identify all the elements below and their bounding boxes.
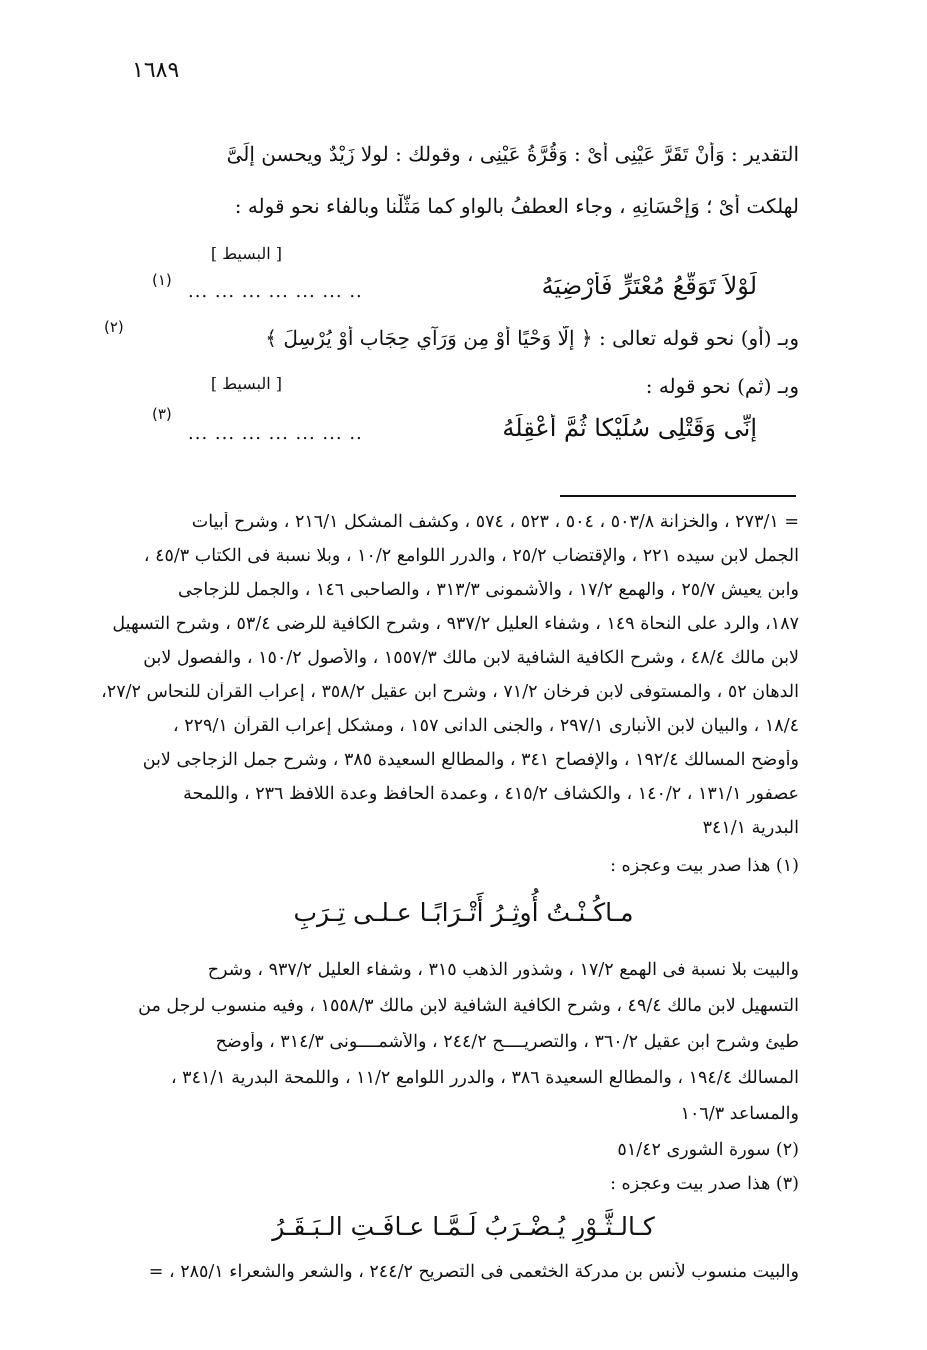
verse-dots: ... ... ... ... ... ... ..	[188, 281, 363, 302]
footnote-mark: (١)	[152, 271, 172, 289]
meter-label: [ البسيط ]	[210, 244, 282, 263]
footnote-line: (١) هذا صدر بيت وعجزه :	[610, 856, 799, 876]
footnote-line: وأوضح المسالك ١٩٢/٤ ، والإفصاح ٣٤١ ، والمطالع السعيدة ٣٨٥ ، وشرح جمل الزجاجى لابن	[142, 750, 799, 770]
footnote-line: ١٨٧، والرد على النحاة ١٤٩ ، وشفاء العليل ٩٣٧/٢ ، وشرح الكافية للرضى ٥٣/٤ ، وشرح التسهيل	[112, 614, 799, 634]
footnote-line: والبيت بلا نسبة فى الهمع ١٧/٢ ، وشذور الذهب ٣١٥ ، وشفاء العليل ٩٣٧/٢ ، وشرح	[207, 960, 799, 980]
footnote-mark: (٢)	[104, 318, 124, 336]
page-number: ١٦٨٩	[132, 58, 180, 83]
footnote-verse: كـالـثَّـوْرِ يُـضْـرَبُ لَـمَّـا عـافَـتِ الـبَـقَـرُ	[272, 1212, 655, 1241]
footnote-line: ١٨/٤ ، والبيان لابن الأنبارى ٢٩٧/١ ، والجنى الدانى ١٥٧ ، ومشكل إعراب القرآن ٢٢٩/١ ،	[173, 716, 799, 736]
footnote-line: البدرية ٣٤١/١	[702, 818, 799, 838]
footnote-line: = ٢٧٣/١ ، والخزانة ٥٠٣/٨ ، ٥٠٤ ، ٥٢٣ ، ٥٧٤ ، وكشف المشكل ٢١٦/١ ، وشرح أبيات	[191, 512, 799, 532]
verse-text: إِنِّى وَقَتْلِى سُلَيْكا ثُمَّ أَعْقِلَهُ	[502, 414, 757, 442]
footnote-line: والمساعد ١٠٦/٣	[680, 1104, 799, 1124]
footnote-separator	[560, 495, 796, 497]
body-line: وبـ (ثم) نحو قوله :	[645, 374, 799, 398]
footnote-line: والبيت منسوب لأنس بن مدركة الخثعمى فى التصريح ٢٤٤/٢ ، والشعر والشعراء ٢٨٥/١ ، =	[148, 1262, 799, 1282]
verse-text: لَوْلاَ تَوَقُّعُ مُعْتَرٍّ فَأُرْضِيَهُ	[541, 272, 757, 300]
body-line: وبـ (أو) نحو قوله تعالى : ﴿ إِلَّا وَحْيًا أَوْ مِن وَرَآيِ حِجَابٍ أَوْ يُرْسِلَ ﴾	[265, 326, 799, 350]
footnote-verse: مـاكُـنْـتُ أُوثِـرُ أَتْـرَابًـا عـلـى تِـرَبِ	[293, 898, 634, 927]
footnote-line: الدهان ٥٢ ، والمستوفى لابن فرخان ٧١/٢ ، وشرح ابن عقيل ٣٥٨/٢ ، إعراب القرآن للنحاس ٢٧/٢،	[101, 682, 799, 702]
footnote-line: الجمل لابن سيده ٢٢١ ، والإقتضاب ٢٥/٢ ، والدرر اللوامع ١٠/٢ ، وبلا نسبة فى الكتاب ٤٥/٣ ،	[143, 546, 799, 566]
footnote-line: (٣) هذا صدر بيت وعجزه :	[610, 1174, 799, 1194]
body-line: التقدير : وَأَنْ تَقَرَّ عَيْنِى أَىْ : وَقُرَّةُ عَيْنِى ، وقولك : لولا زَيْدٌ ويحسن إِلَىَّ	[226, 142, 799, 166]
footnote-line: التسهيل لابن مالك ٤٩/٤ ، وشرح الكافية الشافية لابن مالك ١٥٥٨/٣ ، وفيه منسوب لرجل من	[138, 996, 799, 1016]
body-line: لهلكت أَىْ ؛ وَإِحْسَانِهِ ، وجاء العطفُ بالواو كما مَثَّلْنا وبالفاء نحو قوله :	[234, 194, 799, 218]
footnote-line: لابن مالك ٤٨/٤ ، وشرح الكافية الشافية لابن مالك ١٥٥٧/٣ ، والأصول ١٥٠/٢ ، والفصول لابن	[143, 648, 799, 668]
footnote-line: وابن يعيش ٢٥/٧ ، والهمع ١٧/٢ ، والأشمونى ٣١٣/٣ ، والصاحبى ١٤٦ ، والجمل للزجاجى	[177, 580, 799, 600]
footnote-line: طيئ وشرح ابن عقيل ٣٦٠/٢ ، والتصريــــح ٢٤٤/٢ ، والأشمــــونى ٣١٤/٣ ، وأوضح	[215, 1032, 799, 1052]
footnote-mark: (٣)	[152, 405, 172, 423]
verse-dots: ... ... ... ... ... ... ..	[188, 423, 363, 444]
footnote-line: (٢) سورة الشورى ٥١/٤٢	[617, 1140, 799, 1160]
meter-label: [ البسيط ]	[210, 374, 282, 393]
footnote-line: عصفور ١٣١/١ ، ١٤٠/٢ ، والكشاف ٤١٥/٢ ، وعمدة الحافظ وعدة اللافظ ٢٣٦ ، واللمحة	[183, 784, 799, 804]
footnote-line: المسالك ١٩٤/٤ ، والمطالع السعيدة ٣٨٦ ، والدرر اللوامع ١١/٢ ، واللمحة البدرية ٣٤١/١ ،	[170, 1068, 799, 1088]
